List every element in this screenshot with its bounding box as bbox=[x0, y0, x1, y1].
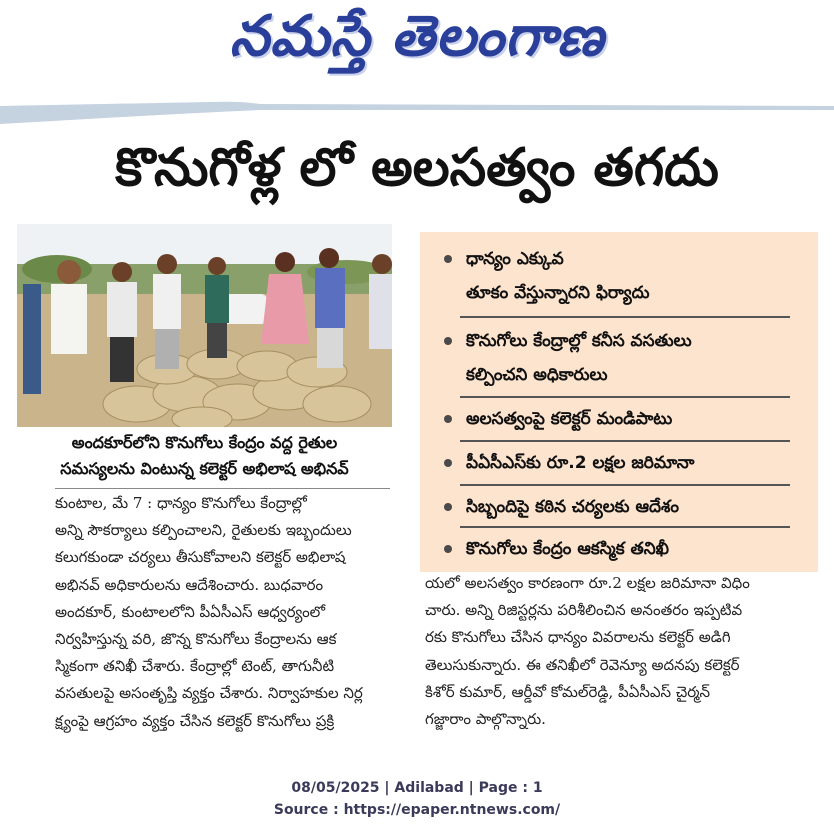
highlight-divider bbox=[460, 396, 790, 398]
article-column-2 bbox=[425, 570, 810, 733]
article-line: తెలుసుకున్నారు. ఈ తనిఖీలో రెవెన్యూ అదనపు కలెక్టర్ bbox=[425, 655, 740, 674]
caption-divider bbox=[55, 488, 390, 489]
highlight-line: అలసత్వంపై కలెక్టర్ మండిపాటు bbox=[466, 409, 673, 429]
caption-line: సమస్యలను వింటున్న కలెక్టర్ అభిలాష అభినవ్ bbox=[60, 459, 349, 478]
bullet-icon bbox=[444, 503, 452, 511]
bullet-icon bbox=[444, 337, 452, 345]
article-column-1 bbox=[55, 490, 395, 735]
highlight-line: కల్పించని అధికారులు bbox=[466, 365, 608, 385]
article-line: రకు కొనుగోలు చేసిన ధాన్యం వివరాలను కలెక్టర్ అడిగి bbox=[425, 628, 731, 647]
newspaper-logo: నమస్తే తెలంగాణ bbox=[229, 4, 605, 69]
bullet-icon bbox=[444, 545, 452, 553]
article-line: కుంటాల, మే 7 : ధాన్యం కొనుగోలు కేంద్రాల్లో bbox=[55, 494, 307, 512]
article-line: చారు. అన్ని రిజిస్టర్లను పరిశీలించిన అనంతరం ఇప్పటివ bbox=[425, 601, 743, 620]
bullet-icon bbox=[444, 255, 452, 263]
highlight-line: ధాన్యం ఎక్కువ bbox=[466, 249, 564, 269]
highlights-box bbox=[420, 232, 818, 572]
article-headline: కొనుగోళ్ల లో అలసత్వం తగదు bbox=[115, 138, 719, 198]
bullet-icon bbox=[444, 459, 452, 467]
article-line: గజ్జారాం పాల్గొన్నారు. bbox=[425, 710, 546, 729]
article-line: కిశోర్ కుమార్, ఆర్డీవో కోమల్‌రెడ్డి, పీఏసీఎస్ చైర్మన్ bbox=[425, 682, 711, 701]
article-line: వసతులపై అసంతృప్తి వ్యక్తం చేశారు. నిర్వాహకుల నిర్ల bbox=[55, 684, 363, 703]
article-line: యలో అలసత్వం కారణంగా రూ.2 లక్షల జరిమానా విధిం bbox=[425, 574, 750, 592]
photo-caption bbox=[17, 430, 392, 482]
article-line: అన్ని సౌకర్యాలు కల్పించాలని, రైతులకు ఇబ్బందులు bbox=[55, 521, 352, 540]
highlight-divider bbox=[460, 440, 790, 442]
article-line: నిర్వహిస్తున్న వరి, జొన్న కొనుగోలు కేంద్రాలను ఆక bbox=[55, 630, 337, 649]
article-line: కలుగకుండా చర్యలు తీసుకోవాలని కలెక్టర్ అభిలాష bbox=[55, 548, 346, 567]
news-photo bbox=[17, 224, 392, 427]
highlight-line: కొనుగోలు కేంద్రాల్లో కనీస వసతులు bbox=[466, 331, 692, 351]
masthead bbox=[0, 0, 834, 100]
article-line: స్మికంగా తనిఖీ చేశారు. కేంద్రాల్లో టెంట్, తాగునీటి bbox=[55, 657, 335, 676]
masthead-swoosh bbox=[0, 100, 834, 140]
caption-line: అందకూర్‌లోని కొనుగోలు కేంద్రం వద్ద రైతుల bbox=[71, 433, 338, 452]
highlight-divider bbox=[460, 484, 790, 486]
footer-source: Source : https://epaper.ntnews.com/ bbox=[273, 802, 561, 818]
highlight-line: కొనుగోలు కేంద్రం ఆకస్మిక తనిఖీ bbox=[466, 539, 669, 559]
article-line: క్ష్యంపై ఆగ్రహం వ్యక్తం చేసిన కలెక్టర్ కొనుగోలు ప్రక్రి bbox=[55, 711, 335, 730]
highlight-divider bbox=[460, 526, 790, 528]
highlight-line: పీఏసీఎస్‌కు రూ.2 లక్షల జరిమానా bbox=[466, 453, 695, 473]
highlight-line: తూకం వేస్తున్నారని ఫిర్యాదు bbox=[466, 283, 650, 303]
highlight-line: సిబ్బందిపై కఠిన చర్యలకు ఆదేశం bbox=[466, 497, 679, 517]
bullet-icon bbox=[444, 415, 452, 423]
article-line: అభినవ్ అధికారులను ఆదేశించారు. బుధవారం bbox=[55, 575, 324, 594]
article-line: అందకూర్, కుంటాలలోని పీఏసీఎస్ ఆధ్వర్యంలో bbox=[55, 602, 326, 621]
footer-date-edition: 08/05/2025 | Adilabad | Page : 1 bbox=[291, 780, 543, 796]
highlight-divider bbox=[460, 316, 790, 318]
